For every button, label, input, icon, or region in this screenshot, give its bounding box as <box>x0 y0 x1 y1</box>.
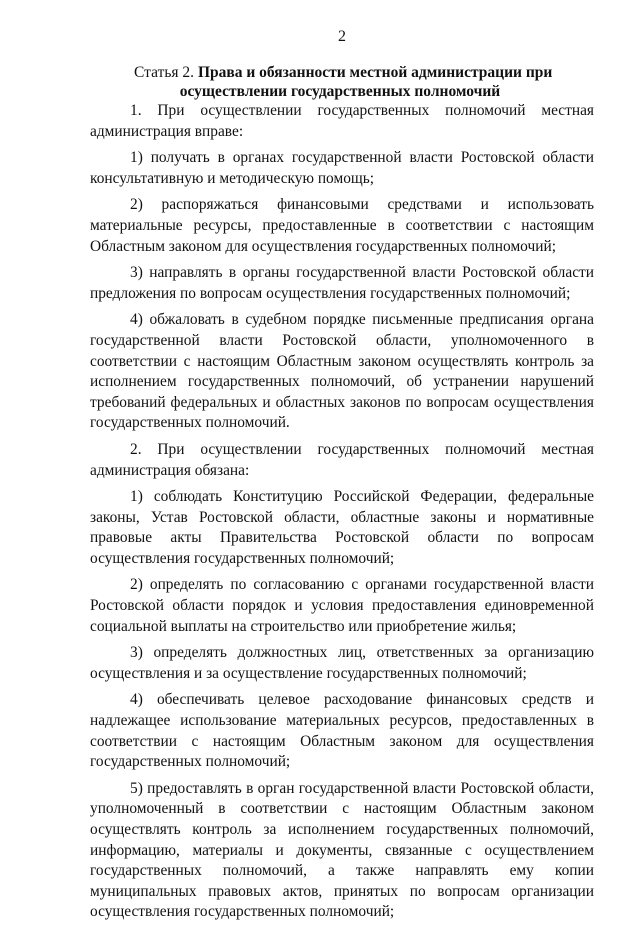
paragraph-1-item-1: 1) получать в органах государственной власти Ростовской области консультативную и методическую помощь; <box>90 149 594 187</box>
article-title-part2: осуществлении государственных полномочий <box>179 83 501 100</box>
document-page <box>90 0 594 921</box>
paragraph-2-item-2: 2) определять по согласованию с органами государственной власти Ростовской области порядок и условия предоставления единовременной социальной выплаты на строительство или приобретение жилья; <box>90 576 594 635</box>
paragraph-2-item-4: 4) обеспечивать целевое расходование финансовых средств и надлежащее использование материальных ресурсов, предоставленных в соответствии с настоящим Областным законом для осуществления государственных полномочий; <box>90 691 594 771</box>
paragraph-1-item-3: 3) направлять в органы государственной власти Ростовской области предложения по вопросам осуществления государственных полномочий; <box>90 264 594 302</box>
paragraph-2-item-1: 1) соблюдать Конституцию Российской Федерации, федеральные законы, Устав Ростовской области, областные законы и нормативные правовые акты Правительства Ростовской области по вопросам осуществления государственных полномочий; <box>90 488 594 567</box>
paragraph-1-item-4: 4) обжаловать в судебном порядке письменные предписания органа государственной власти Ростовской области, уполномоченного в соответствии с настоящим Областным законом осуществлять контроль за исполнением государственных полномочий, об устранении нарушений требований федеральных и областных законов по вопросам осуществления государственных полномочий. <box>90 311 594 432</box>
article-heading <box>90 63 594 101</box>
paragraph-2-item-5: 5) предоставлять в орган государственной власти Ростовской области, уполномоченный в соответствии с настоящим Областным законом осуществлять контроль за исполнением государственных полномочий, информацию, материалы и документы, связанные с осуществлением государственных полномочий, а также направлять ему копии муниципальных правовых актов, принятых по вопросам организации осуществления государственных полномочий; <box>90 779 594 921</box>
paragraph-1-item-2: 2) распоряжаться финансовыми средствами и использовать материальные ресурсы, предоставленные в соответствии с настоящим Областным законом для осуществления государственных полномочий; <box>90 196 594 255</box>
article-body <box>90 101 594 929</box>
paragraph-2-item-3: 3) определять должностных лиц, ответственных за организацию осуществления и за осуществление государственных полномочий; <box>90 644 594 682</box>
article-title-part1: Права и обязанности местной администрации при <box>197 64 553 81</box>
article-label: Статья 2. <box>134 64 198 81</box>
page-number: 2 <box>338 28 346 45</box>
paragraph-1-intro: 1. При осуществлении государственных полномочий местная администрация вправе: <box>90 102 594 140</box>
article-heading-line1 <box>90 63 594 82</box>
paragraph-2-intro: 2. При осуществлении государственных полномочий местная администрация обязана: <box>90 440 594 479</box>
